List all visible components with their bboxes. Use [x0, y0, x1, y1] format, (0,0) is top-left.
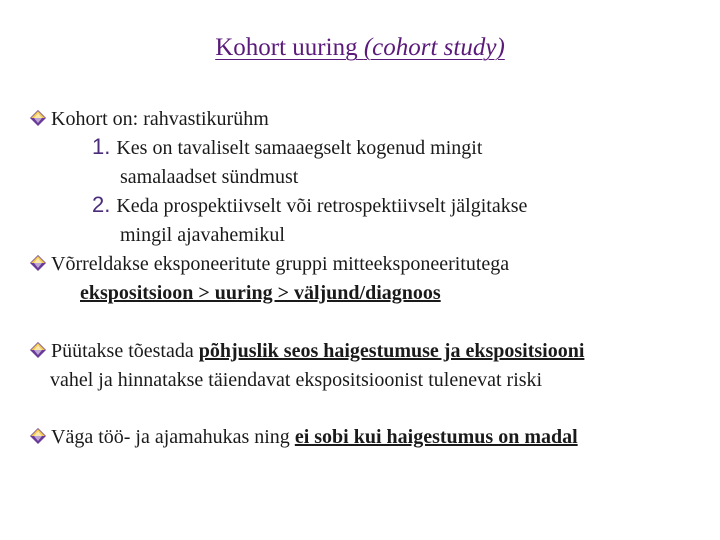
diamond-bullet-icon: [30, 110, 46, 126]
slide-title: [0, 34, 720, 62]
diamond-bullet-icon: [30, 255, 46, 271]
bullet-1: [30, 107, 269, 131]
title-main: Kohort uuring: [215, 34, 358, 61]
numbered-item-2: [92, 193, 527, 218]
item-2-line2: mingil ajavahemikul: [120, 224, 285, 246]
bullet-4: [30, 425, 578, 449]
item-1-number: 1.: [92, 134, 111, 159]
title-english: (cohort study): [363, 34, 505, 61]
item-2-number: 2.: [92, 192, 111, 217]
item-2-line1: Keda prospektiivselt või retrospektiivselt jälgitakse: [116, 195, 528, 217]
bullet-3-text: Püütakse tõestada: [51, 340, 199, 362]
diamond-bullet-icon: [30, 428, 46, 444]
bullet-4-emphasis: ei sobi kui haigestumus on madal: [294, 426, 578, 448]
item-1-line1: Kes on tavaliselt samaaegselt kogenud mingit: [116, 137, 483, 159]
bullet-3-emphasis: põhjuslik seos haigestumuse ja ekspositsiooni: [198, 340, 585, 362]
numbered-item-1: [92, 135, 482, 160]
bullet-4-text: Väga töö- ja ajamahukas ning: [51, 426, 295, 448]
bullet-1-text: Kohort on: rahvastikurühm: [51, 108, 269, 130]
bullet-2-subline: ekspositsioon > uuring > väljund/diagnoos: [80, 282, 441, 304]
bullet-3: [30, 339, 584, 363]
bullet-3-line2: vahel ja hinnatakse täiendavat ekspositsioonist tulenevat riski: [50, 369, 543, 391]
item-1-line2: samalaadset sündmust: [120, 166, 299, 188]
diamond-bullet-icon: [30, 342, 46, 358]
bullet-2: [30, 252, 509, 276]
bullet-2-text: Võrreldakse eksponeeritute gruppi mitteeksponeeritutega: [51, 253, 510, 275]
